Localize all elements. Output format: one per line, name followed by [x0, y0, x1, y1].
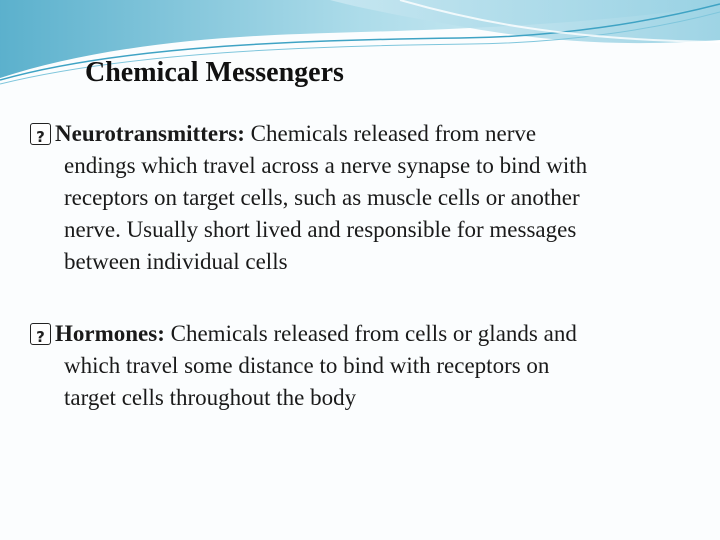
- bullet-text: [55, 318, 680, 350]
- bullet-first-line: [30, 318, 680, 350]
- bullet-first-line: [30, 118, 680, 150]
- missing-glyph-bullet-icon: [30, 323, 51, 345]
- bullet-hormones: [30, 318, 680, 414]
- bullet-line-text: between individual cells: [64, 249, 288, 274]
- bullet-line-text: target cells throughout the body: [64, 385, 357, 410]
- bullet-line-text: Chemicals released from cells or glands and: [164, 321, 577, 346]
- bullet-term: Neurotransmitters:: [55, 121, 245, 146]
- bullet-line-text: Chemicals released from nerve: [244, 121, 537, 146]
- slide-title: Chemical Messengers: [85, 57, 344, 88]
- bullet-text: [55, 118, 680, 150]
- bullet-neurotransmitters: [30, 118, 680, 278]
- bullet-line-text: endings which travel across a nerve synapse to bind with: [64, 153, 588, 178]
- bullet-term: Hormones:: [55, 321, 165, 346]
- bullet-line-text: receptors on target cells, such as muscle cells or another: [64, 185, 580, 210]
- missing-glyph-bullet-icon: [30, 123, 51, 145]
- bullet-line-text: nerve. Usually short lived and responsible for messages: [64, 217, 577, 242]
- bullet-line-text: which travel some distance to bind with receptors on: [64, 353, 550, 378]
